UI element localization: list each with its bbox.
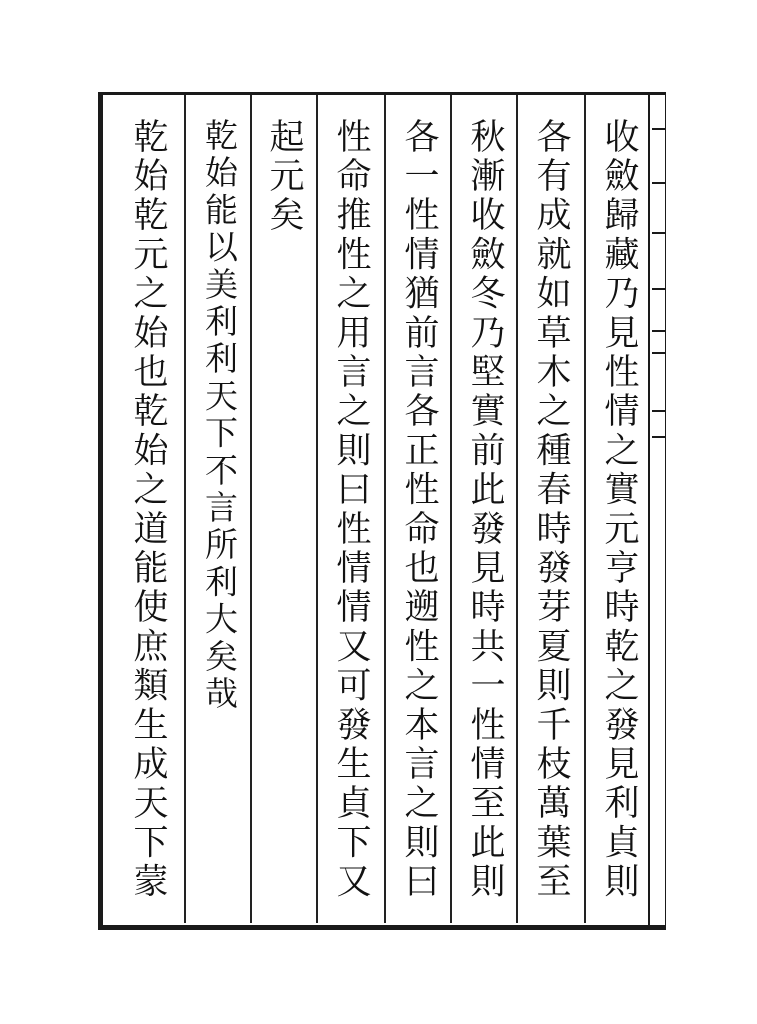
- text-column-8: 乾始乾元之始也乾始之道能使庶類生成天下蒙: [128, 118, 168, 902]
- fold-mark: [652, 410, 666, 412]
- column-divider: [316, 95, 318, 923]
- fold-mark: [652, 330, 666, 332]
- fold-mark: [652, 288, 666, 290]
- text-column-7: 乾始能以美利利天下不言所利大矣哉: [200, 118, 239, 714]
- text-column-4: 各一性情猶前言各正性命也遡性之本言之則曰: [399, 118, 439, 902]
- column-divider: [516, 95, 518, 923]
- fold-mark: [652, 232, 666, 234]
- text-column-1: 收斂歸藏乃見性情之實元亨時乾之發見利貞則: [599, 118, 639, 902]
- fold-margin: [648, 92, 672, 930]
- column-divider: [584, 95, 586, 923]
- fold-mark: [652, 182, 666, 184]
- column-divider: [450, 95, 452, 923]
- text-column-5: 性命推性之用言之則曰性情情又可發生貞下又: [331, 118, 371, 902]
- column-divider: [384, 95, 386, 923]
- fold-mark: [652, 352, 666, 354]
- column-divider: [250, 95, 252, 923]
- text-column-3: 秋漸收斂冬乃堅實前此發見時共一性情至此則: [465, 118, 505, 902]
- column-divider: [184, 95, 186, 923]
- fold-mark: [652, 128, 666, 130]
- text-column-6: 起元矣: [264, 118, 304, 236]
- fold-mark: [652, 436, 666, 438]
- text-column-2: 各有成就如草木之種春時發芽夏則千枝萬葉至: [531, 118, 571, 902]
